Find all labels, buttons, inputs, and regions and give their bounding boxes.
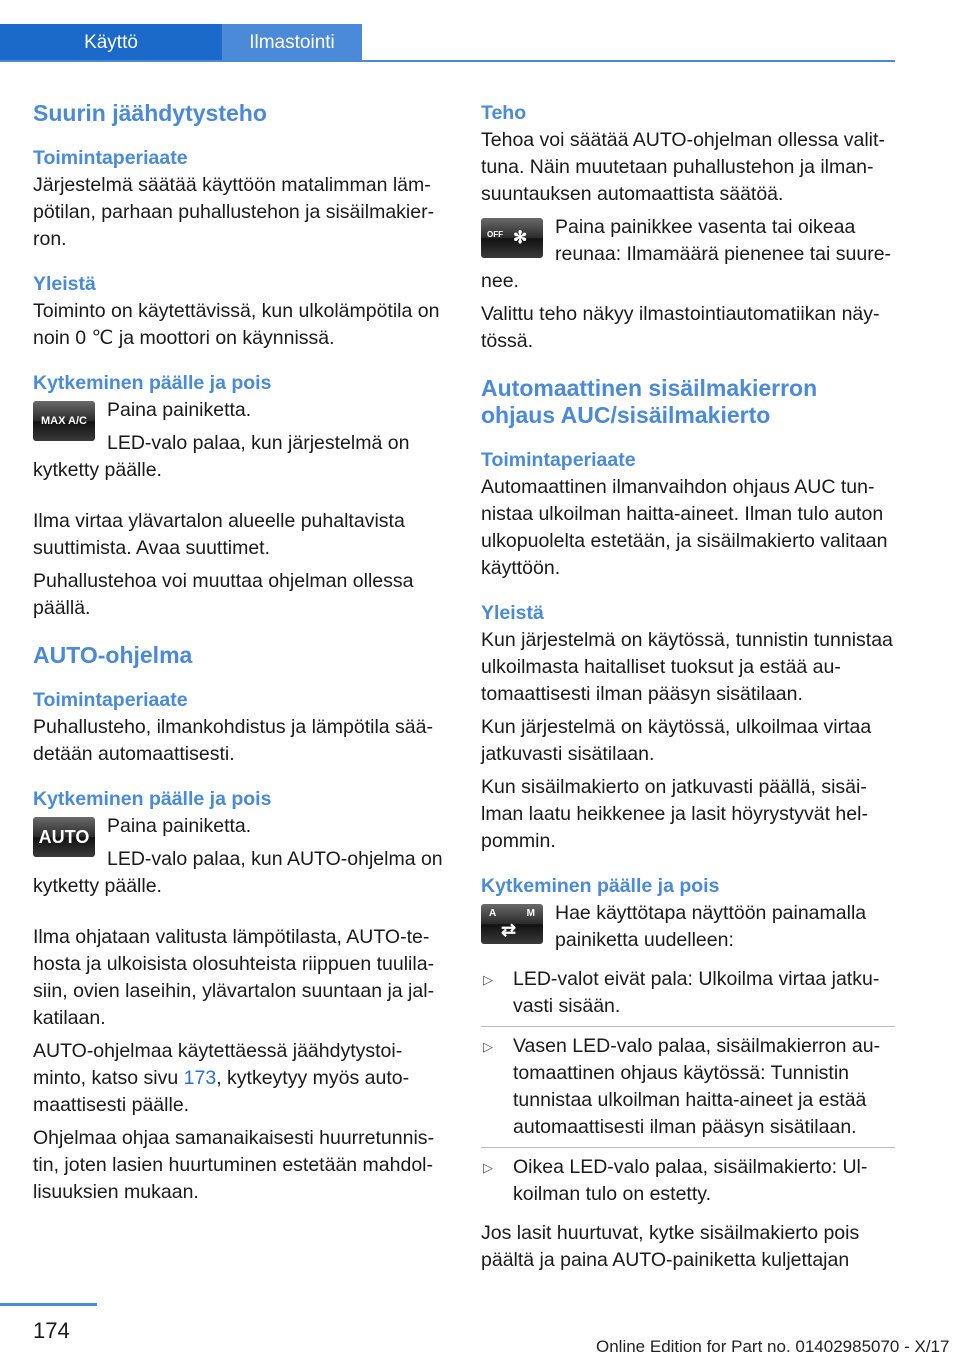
edition-note: Online Edition for Part no. 01402985070 - X/17 <box>596 1337 950 1356</box>
subheading: Toimintaperiaate <box>481 449 636 471</box>
paragraph: Kun sisäilmakierto on jatkuvasti päällä, sisäilman laatu heikkenee ja lasit höyrystyvät helpommin. <box>481 776 868 852</box>
subheading: Yleistä <box>481 602 544 624</box>
paragraph: Kun järjestelmä on käytössä, tunnistin tunnistaa ulkoilmasta haitalliset tuoksut ja estää automaattisesti ilman pääsyn sisätilaan. <box>481 629 893 705</box>
max-ac-instruction <box>33 397 447 490</box>
subheading: Toimintaperiaate <box>33 147 188 169</box>
list-item-text: Oikea LED-valo palaa, sisäilmakierto: Ulkoilman tulo on estetty. <box>513 1156 868 1205</box>
triangle-bullet-icon: ▷ <box>483 1039 493 1054</box>
list-item-text: Vasen LED-valo palaa, sisäilmakierron automaattinen ohjaus käytössä: Tunnistin tunnistaa ulkoilman haitta-aineet ja estää automaattisesti ilman pääsyn sisätilaan. <box>513 1035 881 1138</box>
paragraph: Ilma ohjataan valitusta lämpötilasta, AUTO-tehosta ja ulkoisista olosuhteista riippuen tuulilasiin, ovien laseihin, ylävartalon suuntaan ja jalkatilaan. <box>33 926 435 1029</box>
recirc-a-label: A <box>489 908 497 919</box>
footer-rule <box>0 1303 97 1306</box>
left-column <box>33 100 447 1212</box>
subheading: Kytkeminen päälle ja pois <box>481 875 720 897</box>
subheading: Toimintaperiaate <box>33 689 188 711</box>
list-item <box>481 1033 895 1148</box>
led-status-list <box>481 966 895 1214</box>
subheading: Teho <box>481 102 527 124</box>
recirc-m-label: M <box>526 908 535 919</box>
header-tab-ilmastointi[interactable]: Ilmastointi <box>222 24 362 62</box>
subheading: Kytkeminen päälle ja pois <box>33 788 272 810</box>
paragraph: Jos lasit huurtuvat, kytke sisäilmakierto pois päältä ja paina AUTO-painiketta kuljettajan <box>481 1222 860 1271</box>
paragraph: Paina painiketta. <box>107 815 252 837</box>
paragraph: Paina painikkee vasenta tai oikeaa reunaa: Ilmamäärä pienenee tai suurenee. <box>481 216 892 292</box>
recirculation-button-icon <box>481 904 543 944</box>
header-tab-kaytto[interactable]: Käyttö <box>0 24 222 62</box>
fan-button-icon <box>481 218 543 258</box>
list-item <box>481 1154 895 1214</box>
page-number: 174 <box>33 1318 70 1343</box>
text: AUTO-ohjelmaa käytettäessä jäähdytystoiminto, katso sivu <box>33 1040 403 1089</box>
fan-off-label: OFF <box>487 230 503 239</box>
auto-button-icon: AUTO <box>33 817 95 857</box>
section-title-auto-program: AUTO-ohjelma <box>33 642 193 668</box>
paragraph: Hae käyttötapa näyttöön painamalla painiketta uudelleen: <box>555 902 867 951</box>
paragraph-with-link <box>33 1038 447 1119</box>
triangle-bullet-icon: ▷ <box>483 1160 493 1175</box>
fan-instruction <box>481 214 895 301</box>
paragraph: LED-valo palaa, kun järjestelmä on kytketty päälle. <box>33 432 410 481</box>
header-rule <box>0 60 895 62</box>
paragraph: Paina painiketta. <box>107 399 252 421</box>
paragraph: Valittu teho näkyy ilmastointiautomatiikan näytössä. <box>481 303 880 352</box>
page-link[interactable]: 173 <box>183 1067 217 1089</box>
paragraph: Kun järjestelmä on käytössä, ulkoilmaa virtaa jatkuvasti sisätilaan. <box>481 716 872 765</box>
recirculation-instruction <box>481 900 895 960</box>
auto-instruction <box>33 813 447 906</box>
section-title-auc: Automaattinen sisäilmakierron ohjaus AUC/sisäilmakierto <box>481 375 818 428</box>
text: , kytkeytyy myös automaattisesti päälle. <box>33 1067 410 1116</box>
paragraph: Puhallustehoa voi muuttaa ohjelman ollessa päällä. <box>33 570 414 619</box>
max-ac-button-icon: MAX A/C <box>33 401 95 441</box>
paragraph: LED-valo palaa, kun AUTO-ohjelma on kytketty päälle. <box>33 848 443 897</box>
section-title-max-cooling: Suurin jäähdytysteho <box>33 100 267 126</box>
car-icon: ⇄ <box>501 920 517 940</box>
paragraph: Järjestelmä säätää käyttöön matalimman lämpötilan, parhaan puhallustehon ja sisäilmakierron. <box>33 174 435 250</box>
paragraph: Puhallusteho, ilmankohdistus ja lämpötila säädetään automaattisesti. <box>33 716 433 765</box>
paragraph: Toiminto on käytettävissä, kun ulkolämpötila on noin 0 ℃ ja moottori on käynnissä. <box>33 300 440 349</box>
paragraph: Automaattinen ilmanvaihdon ohjaus AUC tunnistaa ulkoilman haitta-aineet. Ilman tulo auton ulkopuolelta estetään, ja sisäilmakierto valitaan käyttöön. <box>481 476 888 579</box>
list-item-text: LED-valot eivät pala: Ulkoilma virtaa jatkuvasti sisään. <box>513 968 880 1017</box>
list-item <box>481 966 895 1027</box>
paragraph: Ilma virtaa ylävartalon alueelle puhaltavista suuttimista. Avaa suuttimet. <box>33 510 405 559</box>
subheading: Yleistä <box>33 273 96 295</box>
paragraph: Tehoa voi säätää AUTO-ohjelman ollessa valittuna. Näin muutetaan puhallustehon ja ilmansuuntauksen automaattista säätöä. <box>481 129 885 205</box>
subheading: Kytkeminen päälle ja pois <box>33 372 272 394</box>
fan-icon: ✻ <box>513 228 528 247</box>
triangle-bullet-icon: ▷ <box>483 972 493 987</box>
right-column <box>481 100 895 1280</box>
paragraph: Ohjelmaa ohjaa samanaikaisesti huurretunnistin, joten lasien huurtuminen estetään mahdollisuuksien mukaan. <box>33 1127 435 1203</box>
